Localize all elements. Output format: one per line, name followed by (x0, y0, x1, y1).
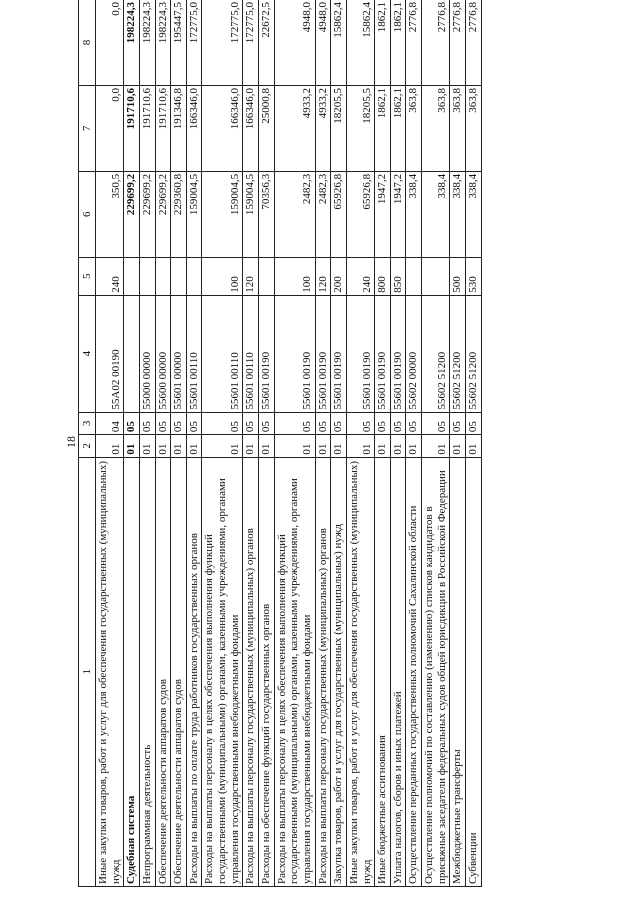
expense-type-code: 120 (315, 257, 331, 295)
amount-col-6: 338,4 (422, 171, 450, 257)
table-row (450, 0, 466, 887)
section-code: 01 (186, 435, 202, 458)
section-code: 01 (171, 435, 187, 458)
expense-type-code (155, 257, 171, 295)
amount-col-6: 65926,8 (346, 171, 374, 257)
amount-col-6: 2482,3 (315, 171, 331, 257)
amount-col-7: 4933,2 (274, 85, 315, 171)
amount-col-8: 15862,4 (331, 0, 347, 85)
amount-col-7: 4933,2 (315, 85, 331, 171)
amount-col-6: 65926,8 (331, 171, 347, 257)
column-header: 1 (79, 457, 96, 886)
subsection-code: 05 (124, 412, 140, 435)
amount-col-7: 1862,1 (390, 85, 406, 171)
section-code: 01 (274, 435, 315, 458)
budget-table (78, 0, 482, 887)
expense-type-code: 800 (375, 257, 391, 295)
subsection-code: 05 (390, 412, 406, 435)
amount-col-6: 159004,5 (186, 171, 202, 257)
amount-col-8: 172775,0 (202, 0, 243, 85)
subsection-code: 05 (259, 412, 275, 435)
amount-col-6: 229699,2 (139, 171, 155, 257)
row-name: Обеспечение деятельности аппаратов судов (171, 457, 187, 886)
amount-col-6: 159004,5 (202, 171, 243, 257)
expense-type-code: 530 (466, 257, 482, 295)
subsection-code: 05 (243, 412, 259, 435)
document-page (62, 0, 582, 887)
expense-type-code: 850 (390, 257, 406, 295)
section-code: 01 (315, 435, 331, 458)
table-row (331, 0, 347, 887)
row-name: Уплата налогов, сборов и иных платежей (390, 457, 406, 886)
amount-col-8: 0,0 (96, 0, 124, 85)
row-name: Расходы на выплаты персоналу государственных (муниципальных) органов (315, 457, 331, 886)
row-name: Межбюджетные трансферты (450, 457, 466, 886)
amount-col-6: 1947,2 (375, 171, 391, 257)
amount-col-7: 363,8 (422, 85, 450, 171)
amount-col-8: 2776,8 (406, 0, 422, 85)
expense-type-code: 240 (96, 257, 124, 295)
section-code: 01 (406, 435, 422, 458)
table-row (202, 0, 243, 887)
subsection-code: 05 (186, 412, 202, 435)
target-article-code: 55602 51200 (466, 295, 482, 412)
section-code: 01 (96, 435, 124, 458)
table-row (390, 0, 406, 887)
amount-col-6: 229699,2 (124, 171, 140, 257)
subsection-code: 05 (406, 412, 422, 435)
subsection-code: 05 (331, 412, 347, 435)
target-article-code: 55601 00190 (346, 295, 374, 412)
subsection-code: 05 (155, 412, 171, 435)
subsection-code: 05 (375, 412, 391, 435)
column-header: 4 (79, 295, 96, 412)
table-row (315, 0, 331, 887)
column-header: 3 (79, 412, 96, 435)
column-header: 8 (79, 0, 96, 85)
row-name: Расходы на выплаты персоналу государственных (муниципальных) органов (243, 457, 259, 886)
expense-type-code: 100 (274, 257, 315, 295)
target-article-code: 55600 00000 (155, 295, 171, 412)
table-row (406, 0, 422, 887)
page-number: 18 (64, 436, 78, 448)
amount-col-7: 0,0 (96, 85, 124, 171)
row-name: Иные закупки товаров, работ и услуг для обеспечения государственных (муниципальных) нужд (96, 457, 124, 886)
amount-col-7: 166346,0 (186, 85, 202, 171)
target-article-code: 55601 00000 (171, 295, 187, 412)
table-row (139, 0, 155, 887)
row-name: Судебная система (124, 457, 140, 886)
amount-col-8: 195447,5 (171, 0, 187, 85)
expense-type-code (139, 257, 155, 295)
amount-col-7: 1862,1 (375, 85, 391, 171)
subsection-code: 05 (315, 412, 331, 435)
section-code: 01 (202, 435, 243, 458)
section-code: 01 (422, 435, 450, 458)
amount-col-8: 4948,0 (274, 0, 315, 85)
amount-col-6: 338,4 (450, 171, 466, 257)
amount-col-6: 229360,8 (171, 171, 187, 257)
target-article-code: 55602 51200 (422, 295, 450, 412)
table-row (171, 0, 187, 887)
expense-type-code (406, 257, 422, 295)
amount-col-8: 2776,8 (450, 0, 466, 85)
section-code: 01 (124, 435, 140, 458)
row-name: Закупка товаров, работ и услуг для государственных (муниципальных) нужд (331, 457, 347, 886)
section-code: 01 (139, 435, 155, 458)
amount-col-8: 1862,1 (390, 0, 406, 85)
row-name: Осуществление переданных государственных полномочий Сахалинской области (406, 457, 422, 886)
section-code: 01 (331, 435, 347, 458)
table-header-row (79, 0, 96, 887)
target-article-code: 55601 00190 (259, 295, 275, 412)
section-code: 01 (390, 435, 406, 458)
amount-col-8: 2776,8 (466, 0, 482, 85)
target-article-code: 55000 00000 (139, 295, 155, 412)
target-article-code: 55А02 00190 (96, 295, 124, 412)
row-name: Расходы на обеспечение функций государственных органов (259, 457, 275, 886)
expense-type-code: 100 (202, 257, 243, 295)
subsection-code: 05 (422, 412, 450, 435)
row-name: Расходы на выплаты по оплате труда работников государственных органов (186, 457, 202, 886)
table-row (346, 0, 374, 887)
row-name: Обеспечение деятельности аппаратов судов (155, 457, 171, 886)
amount-col-7: 18205,5 (331, 85, 347, 171)
amount-col-7: 191710,6 (155, 85, 171, 171)
amount-col-8: 198224,3 (155, 0, 171, 85)
amount-col-8: 1862,1 (375, 0, 391, 85)
expense-type-code (422, 257, 450, 295)
row-name: Расходы на выплаты персоналу в целях обеспечения выполнения функций государственными (муниципальными) органами, казенными учреждениями, органами управления государственными внебюджетными фондами (202, 457, 243, 886)
target-article-code: 55601 00190 (315, 295, 331, 412)
amount-col-6: 229699,2 (155, 171, 171, 257)
row-name: Осуществление полномочий по составлению (изменению) списков кандидатов в присяжные заседатели федеральных судов общей юрисдикции в Российской Федерации (422, 457, 450, 886)
table-row (124, 0, 140, 887)
amount-col-6: 350,5 (96, 171, 124, 257)
expense-type-code (124, 257, 140, 295)
section-code: 01 (346, 435, 374, 458)
amount-col-6: 338,4 (466, 171, 482, 257)
target-article-code: 55602 51200 (450, 295, 466, 412)
amount-col-6: 1947,2 (390, 171, 406, 257)
column-header: 6 (79, 171, 96, 257)
subsection-code: 05 (450, 412, 466, 435)
amount-col-6: 338,4 (406, 171, 422, 257)
section-code: 01 (375, 435, 391, 458)
target-article-code: 55601 00190 (274, 295, 315, 412)
section-code: 01 (259, 435, 275, 458)
amount-col-7: 25000,8 (259, 85, 275, 171)
target-article-code (124, 295, 140, 412)
expense-type-code: 120 (243, 257, 259, 295)
amount-col-7: 166346,0 (202, 85, 243, 171)
column-header: 5 (79, 257, 96, 295)
amount-col-7: 363,8 (466, 85, 482, 171)
row-name: Расходы на выплаты персоналу в целях обеспечения выполнения функций государственными (муниципальными) органами, казенными учреждениями, органами управления государственными внебюджетными фондами (274, 457, 315, 886)
section-code: 01 (450, 435, 466, 458)
amount-col-8: 15862,4 (346, 0, 374, 85)
column-header: 7 (79, 85, 96, 171)
subsection-code: 04 (96, 412, 124, 435)
amount-col-6: 70356,3 (259, 171, 275, 257)
row-name: Непрограммная деятельность (139, 457, 155, 886)
amount-col-7: 363,8 (406, 85, 422, 171)
target-article-code: 55601 00190 (390, 295, 406, 412)
table-row (375, 0, 391, 887)
target-article-code: 55601 00110 (202, 295, 243, 412)
subsection-code: 05 (202, 412, 243, 435)
table-row (422, 0, 450, 887)
subsection-code: 05 (274, 412, 315, 435)
amount-col-8: 172775,0 (186, 0, 202, 85)
table-row (96, 0, 124, 887)
amount-col-6: 159004,5 (243, 171, 259, 257)
amount-col-8: 198224,3 (139, 0, 155, 85)
amount-col-7: 191346,8 (171, 85, 187, 171)
table-row (466, 0, 482, 887)
target-article-code: 55601 00110 (186, 295, 202, 412)
subsection-code: 05 (466, 412, 482, 435)
amount-col-7: 166346,0 (243, 85, 259, 171)
row-name: Субвенции (466, 457, 482, 886)
target-article-code: 55601 00190 (331, 295, 347, 412)
expense-type-code (186, 257, 202, 295)
section-code: 01 (243, 435, 259, 458)
amount-col-8: 2776,8 (422, 0, 450, 85)
subsection-code: 05 (139, 412, 155, 435)
amount-col-7: 18205,5 (346, 85, 374, 171)
row-name: Иные бюджетные ассигнования (375, 457, 391, 886)
table-row (259, 0, 275, 887)
subsection-code: 05 (171, 412, 187, 435)
amount-col-8: 198224,3 (124, 0, 140, 85)
amount-col-7: 191710,6 (139, 85, 155, 171)
table-row (186, 0, 202, 887)
table-row (155, 0, 171, 887)
row-name: Иные закупки товаров, работ и услуг для обеспечения государственных (муниципальных) нужд (346, 457, 374, 886)
target-article-code: 55602 00000 (406, 295, 422, 412)
section-code: 01 (155, 435, 171, 458)
subsection-code: 05 (346, 412, 374, 435)
table-row (274, 0, 315, 887)
amount-col-8: 22672,5 (259, 0, 275, 85)
section-code: 01 (466, 435, 482, 458)
amount-col-8: 172775,0 (243, 0, 259, 85)
target-article-code: 55601 00110 (243, 295, 259, 412)
amount-col-7: 363,8 (450, 85, 466, 171)
expense-type-code: 500 (450, 257, 466, 295)
target-article-code: 55601 00190 (375, 295, 391, 412)
table-row (243, 0, 259, 887)
expense-type-code: 200 (331, 257, 347, 295)
expense-type-code (171, 257, 187, 295)
amount-col-7: 191710,6 (124, 85, 140, 171)
column-header: 2 (79, 435, 96, 458)
expense-type-code: 240 (346, 257, 374, 295)
amount-col-8: 4948,0 (315, 0, 331, 85)
expense-type-code (259, 257, 275, 295)
amount-col-6: 2482,3 (274, 171, 315, 257)
